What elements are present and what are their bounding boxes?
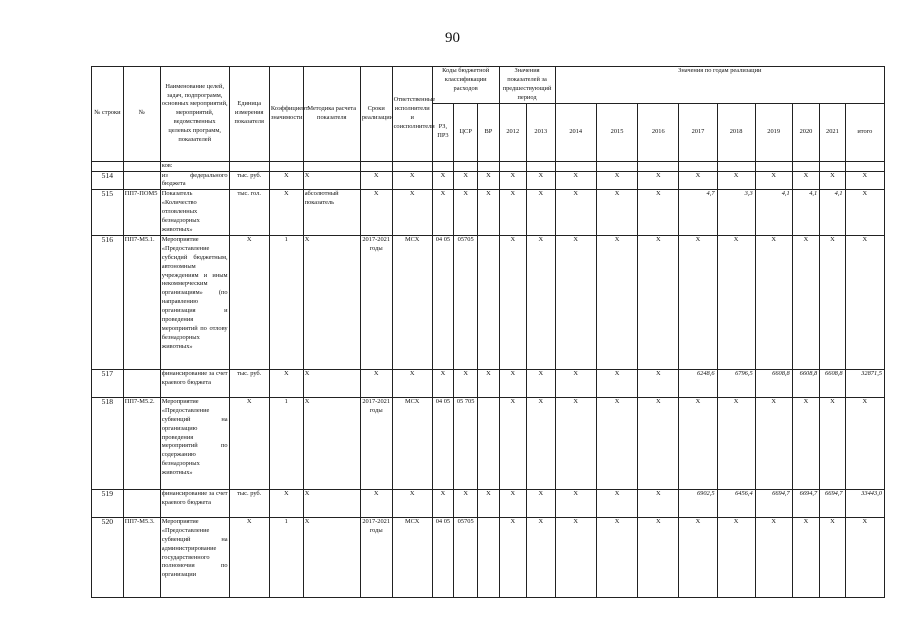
cell-rz: 04 05: [432, 397, 453, 489]
cell-vr: Х: [478, 369, 499, 397]
cell-line: 515: [92, 190, 124, 236]
cell-2015: Х: [596, 235, 637, 369]
cell-2019: 4,1: [755, 190, 792, 236]
cell-coef: 1: [269, 397, 303, 489]
cell-coef: Х: [269, 171, 303, 190]
table-row: [92, 517, 885, 597]
cell-2020: 4,1: [792, 190, 820, 236]
cell-unit: Х: [229, 235, 269, 369]
cell-method: Х: [303, 397, 360, 489]
cell-2012: Х: [499, 489, 527, 517]
cell-2017: Х: [679, 171, 717, 190]
cell-resp: Х: [392, 171, 432, 190]
cell-vr: [478, 517, 499, 597]
cell-2018: Х: [717, 235, 755, 369]
cell-2012: Х: [499, 190, 527, 236]
cell-total: 33443,0: [845, 489, 884, 517]
cell-term: Х: [360, 489, 392, 517]
cell-2012: Х: [499, 235, 527, 369]
cell-rz: 04 05: [432, 235, 453, 369]
cell-2020: Х: [792, 517, 820, 597]
cell-2017: 4,7: [679, 190, 717, 236]
cell-2014: Х: [555, 489, 596, 517]
cell-2019: 6694,7: [755, 489, 792, 517]
cell-line: 518: [92, 397, 124, 489]
cell-2017: 6248,6: [679, 369, 717, 397]
cell-coef: Х: [269, 489, 303, 517]
col-2021: 2021: [820, 103, 845, 161]
col-rz: РЗ, ПР3: [432, 103, 453, 161]
cell-resp: Х: [392, 190, 432, 236]
col-2020: 2020: [792, 103, 820, 161]
cell-method: Х: [303, 489, 360, 517]
cell-vr: [478, 235, 499, 369]
cell-name: финансирование за счет краевого бюджета: [160, 489, 229, 517]
cell-unit: Х: [229, 397, 269, 489]
cell-2012: Х: [499, 171, 527, 190]
cell-2016: Х: [638, 190, 679, 236]
cell-csr: 05705: [453, 517, 477, 597]
cell-rz: Х: [432, 190, 453, 236]
col-previous-period: Значения показателей за предшествующий период: [499, 67, 555, 104]
cell-2020: 6608,8: [792, 369, 820, 397]
col-csr: ЦСР: [453, 103, 477, 161]
cell-rz: Х: [432, 489, 453, 517]
cell-term: Х: [360, 190, 392, 236]
cell-2014: Х: [555, 171, 596, 190]
cell-2013: Х: [527, 397, 556, 489]
cell-2016: Х: [638, 235, 679, 369]
cell-vr: Х: [478, 171, 499, 190]
cell-no: [123, 369, 160, 397]
col-2014: 2014: [555, 103, 596, 161]
cell-coef: 1: [269, 235, 303, 369]
cell-2019: Х: [755, 397, 792, 489]
cell-vr: Х: [478, 190, 499, 236]
cell-term: 2017-2021 годы: [360, 517, 392, 597]
cell-2021: 4,1: [820, 190, 845, 236]
cell-line: 514: [92, 171, 124, 190]
cell-name: ков:: [160, 161, 229, 171]
cell-no: ПП7-М5.1.: [123, 235, 160, 369]
cell-total: Х: [845, 235, 884, 369]
cell-total: 32871,5: [845, 369, 884, 397]
cell-2017: Х: [679, 397, 717, 489]
cell-rz: Х: [432, 171, 453, 190]
cell-2015: Х: [596, 517, 637, 597]
col-2017: 2017: [679, 103, 717, 161]
table-row: [92, 397, 885, 489]
cell-2013: Х: [527, 235, 556, 369]
col-budget-codes: Коды бюджетной классификации расходов: [432, 67, 499, 104]
cell-line: 517: [92, 369, 124, 397]
cell-2015: Х: [596, 369, 637, 397]
col-name: Наименование целей, задач, подпрограмм, основных мероприятий, мероприятий, ведомственных целевых программ, показателей: [160, 67, 229, 162]
cell-name: Мероприятие «Предоставление субвенций на организацию проведения мероприятий по содержанию безнадзорных животных»: [160, 397, 229, 489]
cell-name: Мероприятие «Предоставление субвенций на администрирование государственного полномочия по организации: [160, 517, 229, 597]
cell-2021: 6608,8: [820, 369, 845, 397]
cell-2018: Х: [717, 171, 755, 190]
cell-unit: тыс. руб.: [229, 489, 269, 517]
cell-vr: [478, 397, 499, 489]
cell-2013: Х: [527, 369, 556, 397]
cell-2020: Х: [792, 397, 820, 489]
col-coef: Коэффициент значимости: [269, 67, 303, 162]
col-2018: 2018: [717, 103, 755, 161]
cell-csr: 05 705: [453, 397, 477, 489]
cell-2020: 6694,7: [792, 489, 820, 517]
cell-2012: Х: [499, 369, 527, 397]
col-2015: 2015: [596, 103, 637, 161]
cell-2014: Х: [555, 190, 596, 236]
cell-resp: Х: [392, 369, 432, 397]
cell-coef: Х: [269, 369, 303, 397]
cell-2021: Х: [820, 517, 845, 597]
col-2016: 2016: [638, 103, 679, 161]
cell-2018: Х: [717, 397, 755, 489]
cell-2021: Х: [820, 171, 845, 190]
table-row: [92, 369, 885, 397]
cell-method: Х: [303, 517, 360, 597]
cell-total: Х: [845, 190, 884, 236]
cell-csr: Х: [453, 171, 477, 190]
cell-2016: Х: [638, 171, 679, 190]
cell-2013: Х: [527, 190, 556, 236]
cell-2018: 6456,4: [717, 489, 755, 517]
cell-term: 2017-2021 годы: [360, 235, 392, 369]
cell-2018: 3,3: [717, 190, 755, 236]
cell-coef: Х: [269, 190, 303, 236]
col-no: №: [123, 67, 160, 162]
cell-2017: Х: [679, 235, 717, 369]
table-body: [92, 171, 885, 597]
col-term: Сроки реализации: [360, 67, 392, 162]
col-years: Значения по годам реализации: [555, 67, 884, 104]
cell-total: Х: [845, 517, 884, 597]
cell-2019: Х: [755, 517, 792, 597]
cell-2014: Х: [555, 397, 596, 489]
cell-term: Х: [360, 171, 392, 190]
cell-2012: Х: [499, 517, 527, 597]
col-unit: Единица измерения показателя: [229, 67, 269, 162]
cell-2018: 6796,5: [717, 369, 755, 397]
cell-line: 520: [92, 517, 124, 597]
cell-method: Х: [303, 171, 360, 190]
cell-2019: 6608,8: [755, 369, 792, 397]
cell-no: ПП7-ПОМ5: [123, 190, 160, 236]
cell-unit: тыс. гол.: [229, 190, 269, 236]
cell-csr: 05705: [453, 235, 477, 369]
col-total: итого: [845, 103, 884, 161]
cell-2019: Х: [755, 171, 792, 190]
table-row: [92, 235, 885, 369]
cell-total: Х: [845, 397, 884, 489]
table-row: [92, 489, 885, 517]
cell-2021: Х: [820, 397, 845, 489]
cell-total: Х: [845, 171, 884, 190]
cell-csr: Х: [453, 369, 477, 397]
cell-2015: Х: [596, 489, 637, 517]
table-row: [92, 171, 885, 190]
cell-no: [123, 489, 160, 517]
cell-2021: Х: [820, 235, 845, 369]
table-row: [92, 190, 885, 236]
cell-rz: Х: [432, 369, 453, 397]
cell-term: Х: [360, 369, 392, 397]
cell-2014: Х: [555, 235, 596, 369]
cell-name: финансирование за счет краевого бюджета: [160, 369, 229, 397]
cell-2017: 6902,5: [679, 489, 717, 517]
cell-coef: 1: [269, 517, 303, 597]
cell-method: абсолютный показатель: [303, 190, 360, 236]
cell-vr: Х: [478, 489, 499, 517]
cell-name: Мероприятие «Предоставление субсидий бюджетным, автономным учреждениям и иным некоммерческим организациям» (по направлению организация и проведения мероприятий по отлову безнадзорных животных»: [160, 235, 229, 369]
cell-2016: Х: [638, 397, 679, 489]
col-2013: 2013: [527, 103, 556, 161]
cell-term: 2017-2021 годы: [360, 397, 392, 489]
cell-2019: Х: [755, 235, 792, 369]
cell-name: из федерального бюджета: [160, 171, 229, 190]
cell-2017: Х: [679, 517, 717, 597]
cell-resp: МСХ: [392, 397, 432, 489]
cell-no: ПП7-М5.3.: [123, 517, 160, 597]
cell-2013: Х: [527, 489, 556, 517]
cell-2015: Х: [596, 190, 637, 236]
cell-2020: Х: [792, 171, 820, 190]
cell-no: [123, 171, 160, 190]
cell-unit: тыс. руб.: [229, 369, 269, 397]
cell-rz: 04 05: [432, 517, 453, 597]
cell-2018: Х: [717, 517, 755, 597]
cell-line: 516: [92, 235, 124, 369]
col-2019: 2019: [755, 103, 792, 161]
cell-no: ПП7-М5.2.: [123, 397, 160, 489]
cell-2020: Х: [792, 235, 820, 369]
indicators-table: [91, 66, 885, 598]
cell-2021: 6694,7: [820, 489, 845, 517]
cell-method: Х: [303, 369, 360, 397]
table-row-continuation: [92, 161, 885, 171]
cell-2016: Х: [638, 369, 679, 397]
cell-2015: Х: [596, 397, 637, 489]
col-vr: ВР: [478, 103, 499, 161]
cell-unit: тыс. руб.: [229, 171, 269, 190]
cell-method: Х: [303, 235, 360, 369]
col-method: Методика расчета показателя: [303, 67, 360, 162]
cell-resp: МСХ: [392, 235, 432, 369]
cell-csr: Х: [453, 190, 477, 236]
cell-2012: Х: [499, 397, 527, 489]
cell-csr: Х: [453, 489, 477, 517]
col-2012: 2012: [499, 103, 527, 161]
cell-resp: Х: [392, 489, 432, 517]
cell-2015: Х: [596, 171, 637, 190]
cell-2016: Х: [638, 489, 679, 517]
cell-line: 519: [92, 489, 124, 517]
col-resp: Ответственные исполнители и соисполнители: [392, 67, 432, 162]
cell-2013: Х: [527, 171, 556, 190]
cell-resp: МСХ: [392, 517, 432, 597]
cell-2014: Х: [555, 369, 596, 397]
cell-2016: Х: [638, 517, 679, 597]
cell-2013: Х: [527, 517, 556, 597]
col-line: № строки: [92, 67, 124, 162]
cell-name: Показатель «Количество отловленных безнадзорных животных»: [160, 190, 229, 236]
page-number: 90: [445, 30, 460, 46]
cell-unit: Х: [229, 517, 269, 597]
cell-2014: Х: [555, 517, 596, 597]
